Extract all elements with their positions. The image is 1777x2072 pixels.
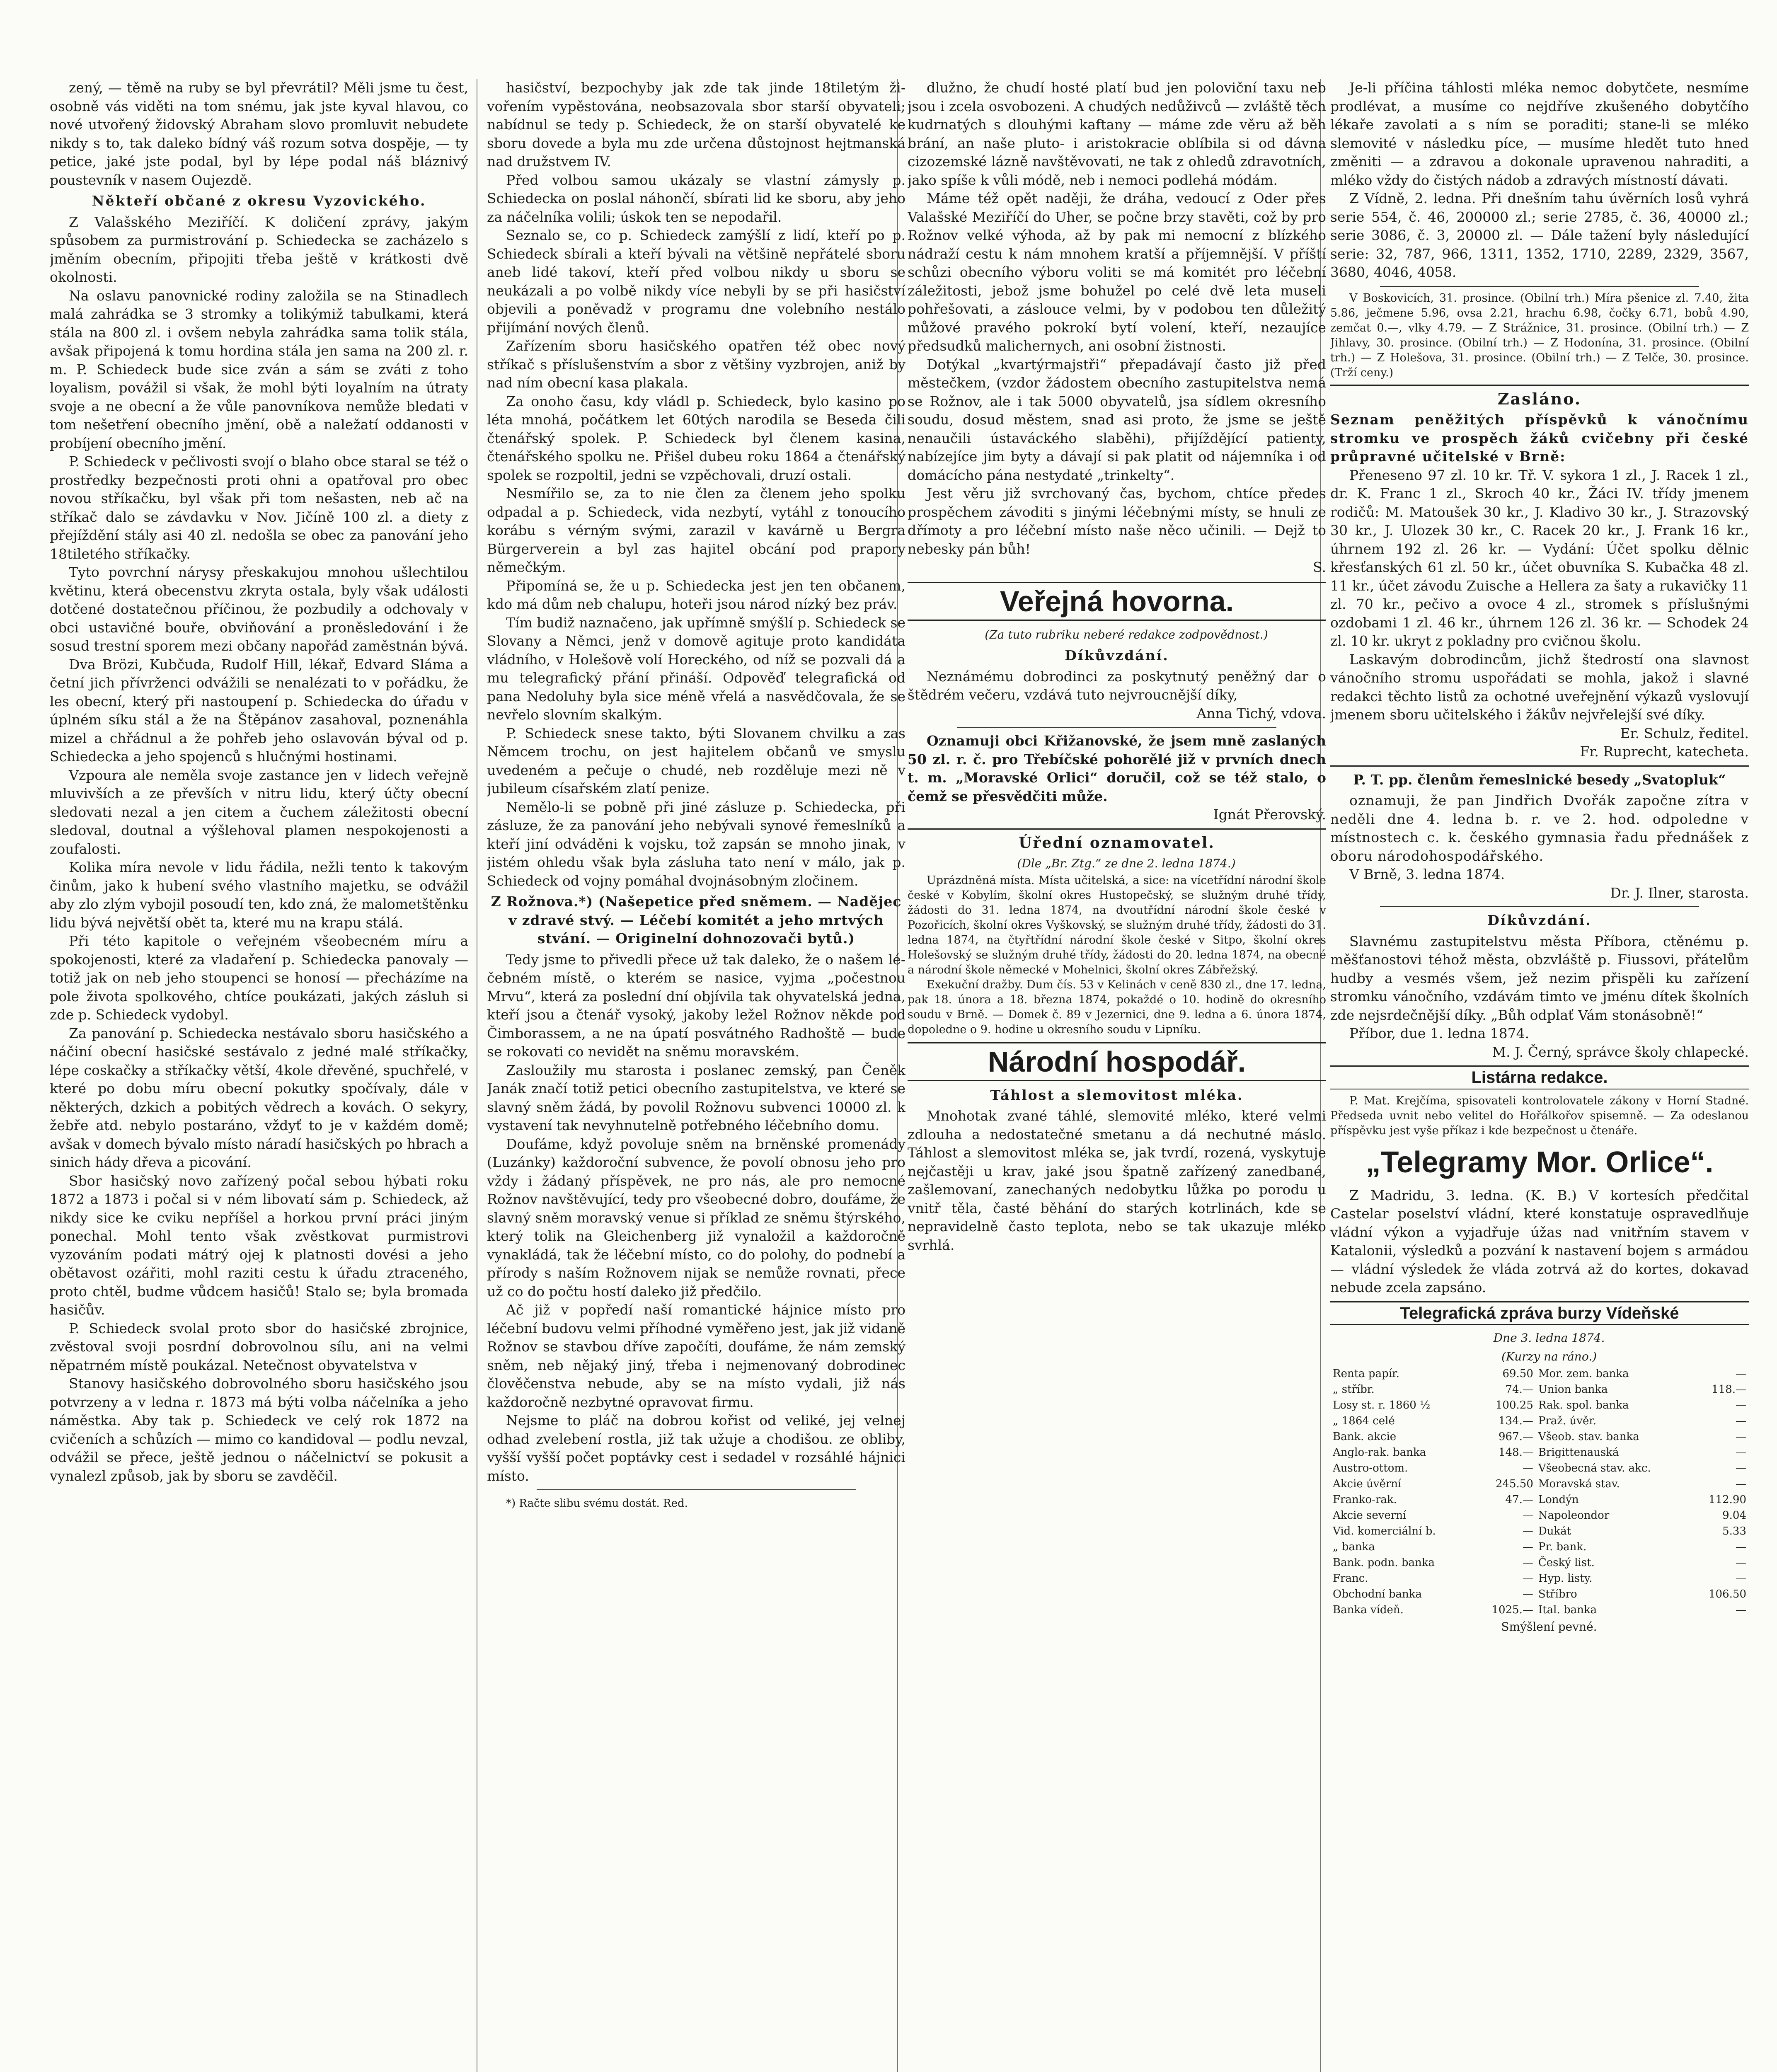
paragraph: Nemělo-li se pobně při jiné zásluze p. Schiedecka, při zásluze, že za panování jeho nebývali synové řemeslníků a kteří jiní odváděni k vojsku, tož zapsán se mnoho jinak, v jistém ohledu však byla zásluha tato není v málo, jak p. Schiedeck od vojny pomáhal dvojnásobným zločinem. xyxy=(487,799,905,889)
paragraph: Z Vídně, 2. ledna. Při dnešním tahu úvěrních losů vyhrá serie 554, č. 46, 200000 zl.; serie 2785, č. 36, 40000 zl.; serie 3086, č. 3, 20000 zl. — Dále tažení byly následující serie: 32, 787, 966, 1311, 1352, 1710, 2289, 2329, 3567, 3680, 4046, 4058. xyxy=(1330,190,1749,280)
market-item-name: Ital. banka xyxy=(1538,1604,1597,1616)
paragraph: Neznámému dobrodinci za poskytnutý peněžný dar o štědrém večeru, vzdává tuto nejvroucnější díky, xyxy=(908,668,1326,703)
paragraph: Zařízením sboru hasičského opatřen též obec nový stříkač s příslušenstvím a sbor z většiny vyzbrojen, aniž by nad ním obecní kasa plakala. xyxy=(487,338,905,391)
column-2 xyxy=(487,79,905,2072)
column-1 xyxy=(50,79,468,2072)
market-item-name: Český list. xyxy=(1538,1556,1595,1569)
market-item-name: Londýn xyxy=(1538,1493,1579,1506)
market-item-name: Losy st. r. 1860 ½ xyxy=(1333,1399,1431,1411)
signature: S. xyxy=(1313,559,1326,575)
table-row xyxy=(1330,1555,1749,1571)
table-row xyxy=(1330,1571,1749,1586)
market-item-value: 134.— xyxy=(1498,1415,1533,1427)
table-row xyxy=(1330,1523,1749,1539)
market-table xyxy=(1330,1366,1749,1618)
market-item-name: Bank. akcie xyxy=(1333,1431,1397,1443)
paragraph: Tyto povrchní nárysy přeskakujou mnohou ušlechtilou květinu, která obecenstvu zkryta ostala, byly však události dotčené dostatečnou příčinou, že pozbudily a odchovaly v obci ustavičné bouře, obviňování a proněsledování i že sosud trestní sporem mezi občany napořád zaměstnán bývá. xyxy=(50,564,468,654)
divider xyxy=(1330,765,1749,767)
paragraph: Je-li příčina táhlosti mléka nemoc dobytčete, nesmíme prodlévat, a musíme co nejdříve zkušeného dobytčího lékaře zavolati a s ním se poraditi; stane-li se mléko slemovité v následku píce, — musíme hledět tuto hned změniti — a zdravou a dokonale upravenou nahraditi, a mléko vždy do čistých nádob a zdravých místností dávati. xyxy=(1330,80,1749,188)
section-title-telegramy: „Telegramy Mor. Orlice“. xyxy=(1365,1145,1714,1179)
divider xyxy=(957,727,1276,728)
market-item-name: Brigittenauská xyxy=(1538,1446,1619,1459)
section-heading: Zasláno. xyxy=(1497,389,1582,408)
market-item-value: 47.— xyxy=(1505,1493,1533,1506)
divider xyxy=(537,1489,856,1490)
paragraph: Exekuční dražby. Dum čís. 53 v Kelinách v ceně 830 zl., dne 17. ledna, pak 18. února a 18. března 1874, pokaždé o 10. hodině do okresního soudu v Brně. — Domek č. 89 v Jezernici, dne 9. ledna a 6. února 1874, dopoledne o 9. hodine u okresního soudu v Lipníku. xyxy=(908,978,1326,1036)
divider xyxy=(908,828,1326,830)
market-item-name: Austro-ottom. xyxy=(1333,1462,1408,1474)
paragraph: Nesmířilo se, za to nie člen za členem jeho spolku odpadal a p. Schiedeck, vida nezbytí, vytáhl z tonoucího korábu s vérným svými, zarazil v kavárně u Bergra Bürgerverein a byl zas hajitel obcání pod prapory němečkým. xyxy=(487,485,905,575)
market-item-name: Stříbro xyxy=(1538,1588,1577,1600)
market-item-value: 9.04 xyxy=(1722,1509,1746,1522)
market-item-name: Obchodní banka xyxy=(1333,1588,1422,1600)
column-3 xyxy=(908,79,1326,2072)
paragraph: Nejsme to pláč na dobrou kořist od veliké, jej velnej odhad zvelebení rostla, již tak užuje a chodišou. ze obliby, vyšší vyšší počet poptávky cest i sedadel v rozsáhlé hájnici místo. xyxy=(487,1412,905,1484)
table-row xyxy=(1330,1476,1749,1492)
market-report-heading: Telegrafická zpráva burzy Vídeňské xyxy=(1330,1301,1749,1325)
market-item-name: „ banka xyxy=(1333,1541,1375,1553)
table-row xyxy=(1330,1397,1749,1413)
market-item-name: Akcie severní xyxy=(1333,1509,1407,1522)
section-title-narodni-hospodar: Národní hospodář. xyxy=(908,1042,1326,1081)
paragraph: Doufáme, když povoluje sněm na brněnské promenády (Luzánky) každoroční subvence, že povolí obnosu jeho pro vždy i žádaný příspěvek, ne pro nás, ale pro nemocné Rožnov navštěvující, tedy pro všeobecné dobro, doufáme, že slavný sněm moravský venue si příklad ze sněmu štýrského, který tolik na Gleichenberg již vynaložil a každoročně vynakládá, tak že léčební místo, co do polohy, do podnebí a přírody s naším Rožnovem nijak se nemůže rovnati, přece už co do počtu hostí daleko již předčilo. xyxy=(487,1135,905,1300)
paragraph: zený, — těmě na ruby se byl převrátil? Měli jsme tu čest, osobně vás viděti na tom snému, jak jste kyval hlavou, co nové utvořený židovský Abraham slovo promluvit nebudete nikdy s to, tak daleko bídný váš rozum sotva dospěje, — ty petice, jaké jste podal, byl by lépe podal náš bláznivý poustevník v nasem Oujezdě. xyxy=(50,80,468,188)
market-item-name: Praž. úvěr. xyxy=(1538,1415,1597,1427)
market-item-name: Banka vídeň. xyxy=(1333,1604,1404,1616)
market-item-value: 148.— xyxy=(1498,1446,1533,1459)
market-item-value: — xyxy=(1522,1556,1533,1569)
paragraph: V Boskovicích, 31. prosince. (Obilní trh.) Míra pšenice zl. 7.40, žita 5.86, ječmene 5.96, ovsa 2.21, hrachu 6.98, čočky 6.71, bobů 4.90, zemčat 0.—, vlky 4.79. — Z Strážnice, 31. prosince. (Obilní trh.) — Z Jihlavy, 30. prosince. (Obilní trh.) — Z Hodonína, 31. prosince. (Obilní trh.) — Z Holešova, 31. prosince. (Obilní trh.) — Z Telče, 30. prosince. (Trží ceny.) xyxy=(1330,291,1749,379)
market-item-value: 118.— xyxy=(1712,1383,1746,1396)
market-item-value: — xyxy=(1736,1431,1746,1443)
market-item-value: — xyxy=(1522,1509,1533,1522)
market-sentiment: Smýšlení pevné. xyxy=(1501,1620,1597,1634)
paragraph: P. Schiedeck snese takto, býti Slovanem chvilku a zas Němcem trochu, on jest hajitelem občanů ve smyslu uvedeném a pečuje o chudé, neb rozděluje mezi ně v jubileum císařském zlatí penize. xyxy=(487,725,905,796)
market-date: Dne 3. ledna 1874. xyxy=(1493,1331,1605,1345)
market-item-name: Mor. zem. banka xyxy=(1538,1368,1629,1380)
market-item-name: Franko-rak. xyxy=(1333,1493,1397,1506)
market-item-name: „ 1864 celé xyxy=(1333,1415,1395,1427)
market-item-value: 1025.— xyxy=(1491,1604,1533,1616)
market-note: (Kurzy na ráno.) xyxy=(1501,1349,1597,1363)
column-4 xyxy=(1330,79,1749,2072)
footnote: *) Račte slibu svému dostát. Red. xyxy=(506,1497,688,1510)
table-row xyxy=(1330,1508,1749,1523)
dateline: Příbor, due 1. ledna 1874. xyxy=(1349,1025,1530,1041)
table-row xyxy=(1330,1460,1749,1476)
table-row xyxy=(1330,1602,1749,1618)
market-item-value: — xyxy=(1522,1525,1533,1537)
paragraph: Tedy jsme to přivedli přece už tak daleko, že o našem léčebném místě, o kterém se nasice, vyjma „počestnou Mrvu“, která za poslední dní objívila tak ohyvatelská jedna, kteří jsou a čtenář vysoký, jakoby ležel Rožnov někde pod Čimborassem, a ne na úpatí posvátného Radhoště — bude se rokovati co nevidět na sněmu moravském. xyxy=(487,951,905,1060)
paragraph: Zasloužily mu starosta i poslanec zemský, pan Čeněk Janák značí totiž petici obecního zastupitelstva, ve které se slavný sněm žádá, by povolil Rožnovu subvenci 10000 zl. k vystavení tak nevyhnutelně potřebného léčebního domu. xyxy=(487,1062,905,1133)
notice-heading: Díkůvzdání. xyxy=(1065,647,1169,663)
paragraph: Seznam peněžitých příspěvků k vánočnímu stromku ve prospěch žáků cvičebny při české průpravné učitelské v Brně: xyxy=(1330,411,1749,465)
notice-heading: P. T. pp. členům řemeslnické besedy „Svatopluk“ xyxy=(1353,771,1726,788)
market-item-name: Všeob. stav. banka xyxy=(1538,1431,1639,1443)
market-item-name: Rak. spol. banka xyxy=(1538,1399,1629,1411)
article-heading: Táhlost a slemovitost mléka. xyxy=(990,1087,1244,1103)
market-item-value: — xyxy=(1736,1478,1746,1490)
market-item-name: Union banka xyxy=(1538,1383,1608,1396)
paragraph: Uprázdněná místa. Místa učitelská, a sice: na vícetřídní národní škole české v Kobylím, školní okres Hustopečský, se služným druhé třídy, žádosti do 31. ledna 1874, na dvoutřídní národní škole české v Pozořicích, školní okres Vyškovský, se služným druhé třídy, žádosti do 31. ledna 1874, na čtyřtřídní národní škole české v Sitpo, školní okres Holešovský se služným druhé třídy, žádosti do 20. ledna 1874, na obecné a národní škole německé v Mohelnici, školní okres Zábřežský. xyxy=(908,874,1326,976)
dateline: V Brně, 3. ledna 1874. xyxy=(1349,866,1505,882)
section-title-verejna-hovorna: Veřejná hovorna. xyxy=(908,582,1326,621)
notice-heading: Díkůvzdání. xyxy=(1487,912,1592,928)
paragraph: oznamuji, že pan Jindřich Dvořák započne zítra v neděli dne 4. ledna b. r. ve 2. hod. odpoledne v místnostech c. k. českého gymnasia řadu přednášek z oboru národohospodářského. xyxy=(1330,792,1749,864)
table-row xyxy=(1330,1429,1749,1445)
paragraph: Stanovy hasičského dobrovolného sboru hasičského jsou potvrzeny a v ledna r. 1873 má býti volba náčelníka a jeho náměstka. Aby tak p. Schiedeck ve celý rok 1872 na cvičeních a schůzích — mimo co kandidoval — podlu nevzal, odvážil se přece, ještě jednou o náčelnictví se pokusit a vynalezl způsob, jak by sboru se zavděčil. xyxy=(50,1375,468,1484)
market-item-value: — xyxy=(1522,1572,1533,1585)
table-row xyxy=(1330,1492,1749,1508)
paragraph: Slavnému zastupitelstvu města Příbora, ctěnému p. měšťanostovi téhož města, obzvláště p. Fiussovi, přátelům hudby a vesmés všem, jež nezim přispěli ku zařízení stromku vánočního, vzdávám timto ve jménu dítek školních zde nejsrdečnější díky. „Bůh odplať Vám stonásobně!“ xyxy=(1330,933,1749,1023)
paragraph: Z Valašského Meziříčí. K doličení zprávy, jakým spůsobem za purmistrování p. Schiedecka se zacházelo s jměním obecním, připojiti třeba ještě v krátkosti dvě okolnosti. xyxy=(50,213,468,285)
paragraph: Dva Brözi, Kubčuda, Rudolf Hill, lékař, Edvard Sláma a četní jich přívrženci odvážili se nenalézati to v pořádku, že les obecní, který při nastoupení p. Schiedecka do úřadu v úplném síku stál a že na Štěpánov zasahoval, poznenáhla mizel a chřádnul a že pohřeb jeho oslavován býval od p. Schiedecka a jeho spojenců s hlučnými hostinami. xyxy=(50,656,468,765)
table-row xyxy=(1330,1382,1749,1397)
market-item-value: 112.90 xyxy=(1709,1493,1746,1506)
market-item-value: 967.— xyxy=(1498,1431,1533,1443)
paragraph: Mnohotak zvané táhlé, slemovité mléko, které velmi zdlouha a nedostatečné smetanu a dá nechutné máslo. Táhlost a slemovitost mléka se, jak tvrdí, rozená, vyskytuje nejčastěji u krav, jaké jsou špatně zařízený zanedbané, zašlemovaní, zanechaných nedobytku lůžka po porodu u vnitř těla, časté běhání do starých kotrlinách, kde se nepravidelně často teplota, nebo se tak ukazuje mléko svrhlá. xyxy=(908,1108,1326,1253)
market-item-value: 106.50 xyxy=(1709,1588,1746,1600)
table-row xyxy=(1330,1445,1749,1460)
market-item-value: — xyxy=(1736,1415,1746,1427)
divider xyxy=(1380,286,1699,287)
market-item-value: 100.25 xyxy=(1495,1399,1533,1411)
market-item-value: — xyxy=(1736,1446,1746,1459)
paragraph: Za panování p. Schiedecka nestávalo sboru hasičského a náčiní obecní hasičské sestávalo z jedné malé stříkačky, lépe coskačky a stříkačky větší, 4kole dřevěné, spuchřelé, v které po dobu míru obecní pokutky spočívaly, dále v některých, dzkich a pobitých vědrech a kovách. O sekyry, žebře atd. nebylo postaráno, vždyť to je v každém domě; avšak v domech bývalo místo náradí hasičských po hbrach a sinich hády dřeva a picování. xyxy=(50,1025,468,1170)
market-item-name: Pr. bank. xyxy=(1538,1541,1587,1553)
signature: Fr. Ruprecht, katecheta. xyxy=(1580,743,1749,760)
market-item-value: — xyxy=(1736,1556,1746,1569)
market-item-name: Akcie úvěrní xyxy=(1333,1478,1402,1490)
market-item-value: 5.33 xyxy=(1722,1525,1746,1537)
section-heading: Úřední oznamovatel. xyxy=(1019,834,1215,852)
market-item-name: Moravská stav. xyxy=(1538,1478,1620,1490)
signature: Dr. J. Ilner, starosta. xyxy=(1610,884,1749,901)
paragraph: Máme též opět naději, že dráha, vedoucí z Oder přes Valašské Meziříčí do Uher, se počne brzy stavěti, což by pro Rožnov velké výhoda, až by pak mi nemocní z blízkého nádraží cestu k nám mnohem kratší a příjemnější. V příští schůzi obecního výboru voliti se má komitét pro léčební záležitosti, jebož jsme bohužel po celé dvě leta museli pohřešovati, a záslouce velmi, by v podobou ten důležitý můžové pravého pokrokí bytí volení, kteří, nezaujíce předsudků malichernych, ani osobní žistnosti. xyxy=(908,190,1326,354)
section-note: (Za tuto rubriku neberé redakce zodpovědnost.) xyxy=(985,627,1268,641)
market-item-value: — xyxy=(1736,1572,1746,1585)
paragraph: Ač již v popředí naší romantické hájnice místo pro léčební budovu velmi příhodné vyměřeno jest, jak již vidaně Rožnov se stavbou dříve započíti, doufáme, že nám zemský sněm, neb nějaký jiný, třeba i nejmenovaný dobrodinec člověčenstva nebude, aby se na místo vydali, již nás každoročně nezbytné opravovat firmu. xyxy=(487,1302,905,1410)
market-item-value: — xyxy=(1736,1368,1746,1380)
paragraph: Sbor hasičský novo zařízený počal sebou hýbati roku 1872 a 1873 i počal si v ném libovatí sám p. Schiedeck, až nikdy sice ke cviku nepříšel a horkou první práci jiným ponechal. Mohl tento však zvěstkovat purmistrovi vyzováním podati mátrý ojej k platnosti dovési a jeho obětavost ozářiti, mohl raziti cestu k úřadu ztraceného, proto chtěl, budme vůdcem hasičů! Stalo se; byla bromada hasičův. xyxy=(50,1172,468,1318)
paragraph: Dotýkal „kvartýrmajstři“ přepadávají často již před městečkem, (vzdor žádostem obecního zastupitelstva nemá se Rožnov, ale i tak 5000 obyvatelů, jsa sídlem okresního soudu, dosud městem, snad asi proto, že jsme se ještě nenaučili ústaváckého slaběhi), přijíždějící patienty, nabízejíce jim byty a dávají si pak platit od nájemníka i od domácícho pána nestydaté „trinkelty“. xyxy=(908,356,1326,483)
market-item-value: — xyxy=(1736,1604,1746,1616)
paragraph: hasičství, bezpochyby jak zde tak jinde 18tiletým živořením vypěstována, neobsazovala sbor starší obyvateli; nabídnul se tedy p. Schiedeck, že on starší obyvatelé ke sboru dovede a byla mu zde určena důstojnost hejtmanská nad družstvem IV. xyxy=(487,80,905,169)
table-row xyxy=(1330,1366,1749,1382)
divider xyxy=(1380,906,1699,907)
paragraph: Vzpoura ale neměla svoje zastance jen v lidech veřejně mluvivších a ze převších v nitru lidu, který účty obecní sledovati nezal a jen citem a čuchem záležitosti obecní sledoval, doutnal a výšlehoval plamen nespokojenosti a zoufalosti. xyxy=(50,767,468,857)
market-item-name: Hyp. listy. xyxy=(1538,1572,1593,1585)
section-heading: Z Rožnova.*) (Našepetice před sněmem. — Nadějec v zdravé stvý. — Léčebí komitét a jeho mrtvých stvání. — Originelní dohnozovači bytů.) xyxy=(491,893,902,946)
market-item-name: Bank. podn. banka xyxy=(1333,1556,1435,1569)
paragraph: Na oslavu panovnické rodiny založila se na Stinadlech malá zahrádka se 3 stromky a tolikýmiž tabulkami, která stála na 800 zl. i ovšem nebyla zahrádka sama tolik stála, avšak připojená k tomu hordina stála jen sama na 200 zl. r. m. P. Schiedeck bude sice zván a sám se zváti z toho loyalism, povážil si však, že mohl býti loyalním na útraty svoje a ne obecní a že vůle panovníkova nemůže bledati v tom nešetření obecního jmění, obě a naležatí oddanosti v probíjení obecního jmění. xyxy=(50,287,468,451)
section-heading: Někteří občané z okresu Vyzovického. xyxy=(92,193,426,209)
signature: M. J. Černý, správce školy chlapecké. xyxy=(1492,1043,1749,1060)
market-item-name: Všeobecná stav. akc. xyxy=(1538,1462,1651,1474)
market-item-name: Vid. komerciální b. xyxy=(1333,1525,1436,1537)
paragraph: Při této kapitole o veřejném všeobecném míru a spokojenosti, které za vladaření p. Schiedecka panovaly — totiž jak on neb jeho stoupenci se honosí — přecházíme na pole života spolkového, chtíce poukázati, jakých zásluh si zde p. Schiedeck vydobyl. xyxy=(50,933,468,1023)
market-item-value: — xyxy=(1522,1462,1533,1474)
paragraph: P. Schiedeck v pečlivosti svojí o blaho obce staral se též o prostředky bezpečnosti proti ohni a opatřoval pro obec novou stříkačku, byl však při tom nešasten, neb ač na stříkač dalo se závdavku v Nov. Jičíně 100 zl. a diety z přejíždění stály asi 40 zl. nedošla se obec za panování jeho 18tiletého stříkačky. xyxy=(50,453,468,562)
paragraph: Seznalo se, co p. Schiedeck zamýšlí z lidí, kteří po p. Schiedeck sbírali a kteří bývali na většině nepřátelé sboru aneb lidé takoví, kteří před volbou nikdy u sboru se neukázali a po volbě nikdy více nebyli by se při hasičství objevili a poněvadž v programu dne volebního nestálo přijímání nových členů. xyxy=(487,227,905,336)
paragraph: Tím budiž naznačeno, jak upřímně smýšlí p. Schiedeck se Slovany a Němci, jenž v domově agituje proto kandidáta vládního, v Holešově volí Horeckého, od níž se pozvali dá a mu telegrafický přání přináší. Odpověď telegrafická od pana Nedoluhy byla sice méně vřelá a nasvědčovala, že se nevřelo slovním skalkým. xyxy=(487,614,905,723)
signature: Anna Tichý, vdova. xyxy=(1196,705,1326,721)
table-row xyxy=(1330,1539,1749,1555)
divider xyxy=(1330,385,1749,386)
table-row xyxy=(1330,1413,1749,1429)
paragraph: Před volbou samou ukázaly se vlastní zámysly p. Schiedecka on poslal náhončí, sbírati lid ke sboru, aby jeho za náčelníka volili; úskok ten se nepodařil. xyxy=(487,172,905,225)
market-item-value: — xyxy=(1522,1588,1533,1600)
market-item-name: „ stříbr. xyxy=(1333,1383,1375,1396)
table-row xyxy=(1330,1586,1749,1602)
market-item-name: Franc. xyxy=(1333,1572,1368,1585)
paragraph: Jest věru již svrchovaný čas, bychom, chtíce předes prospěchem závoditi s jinými léčebnými místy, se hnuli ze dřímoty a pro léčební místo naše něco učinili. — Dejž to nebesky pán bůh! xyxy=(908,485,1326,557)
signature: Er. Schulz, ředitel. xyxy=(1620,725,1749,741)
market-item-value: 74.— xyxy=(1505,1383,1533,1396)
market-item-value: 69.50 xyxy=(1502,1368,1533,1380)
paragraph: Připomíná se, že u p. Schiedecka jest jen ten občanem, kdo má dům neb chalupu, hoteři jsou národ nízký bez práv. xyxy=(487,577,905,612)
market-item-name: Renta papír. xyxy=(1333,1368,1399,1380)
paragraph: Přeneseno 97 zl. 10 kr. Tř. V. sykora 1 zl., J. Racek 1 zl., dr. K. Franc 1 zl., Skroch 40 kr., Žáci IV. třídy jmenem rodičů: M. Matoušek 30 kr., J. Kladivo 30 kr., J. Strazovský 30 kr., J. Ulozek 30 kr., C. Racek 20 kr., J. Frank 16 kr., úhrnem 192 zl. 26 kr. — Vydání: Účet spolku dělnic křesťanských 61 zl. 50 kr., účet obuvníka S. Kubačka 48 zl. 11 kr., účet závodu Zuische a Hellera za šaty a rukavičky 11 zl. 70 kr., pečivo a ovoce 4 zl., stromek s příslušnými ozdobami 1 zl. 46 kr., úhrnem 126 zl. 36 kr. — Schodek 24 zl. 10 kr. ukryt z pokladny pro cvičnou školu. xyxy=(1330,467,1749,649)
paragraph: dlužno, že chudí hosté platí bud jen poloviční taxu neb jsou i zcela osvobozeni. A chudých nedůživců — zvláště těch kudrnatých s dlouhými kaftany — máme zde věru až běh brání, an naše pluto- i aristokracie oblíbila si od dávna cizozemské lázně navštěvovati, ne tak z ohledů zdravotních, jako spíše k vůli módě, neb i nemoci podlehá módám. xyxy=(908,80,1326,188)
market-item-name: Napoleondor xyxy=(1538,1509,1610,1522)
signature: Ignát Přerovský. xyxy=(1213,806,1326,823)
market-item-value: — xyxy=(1736,1462,1746,1474)
market-item-value: — xyxy=(1522,1541,1533,1553)
paragraph: Za onoho času, kdy vládl p. Schiedeck, bylo kasino po léta mnohá, počátkem let 60tých narodila se Beseda čili čtenářský spolek. P. Schiedeck byl členem kasina, čtenářského spolku ne. Přišel dubeu roku 1864 a čtenářský spolek se rozpoltil, jedni se vzpěchovali, druzí ostali. xyxy=(487,393,905,483)
market-item-value: — xyxy=(1736,1399,1746,1411)
paragraph: Kolika míra nevole v lidu řádila, nežli tento k takovým činům, jako k hubení svého vlastního majetku, se odvážil aby zlo zlým vybojil posoudí ten, kdo zná, že malometštěnku lidu bývá největší obět ta, které mu na krapu stálá. xyxy=(50,859,468,931)
paragraph: Z Madridu, 3. ledna. (K. B.) V kortesích předčital Castelar poselství vládní, které konstatuje ospravedlňuje vládní výkon a vyjadřuje úžas nad vnitřním stavem v Katalonii, výsledků a pozvání k nastavení bojem s armádou — vládní výsledek že vláda zotrvá až do kortes, dokavad nebude zcela zapsáno. xyxy=(1330,1187,1749,1295)
section-title-listarna: Listárna redakce. xyxy=(1330,1065,1749,1089)
market-item-name: Anglo-rak. banka xyxy=(1333,1446,1426,1459)
market-item-value: 245.50 xyxy=(1495,1478,1533,1490)
section-note: (Dle „Br. Ztg.“ ze dne 2. ledna 1874.) xyxy=(1017,857,1236,870)
paragraph: P. Mat. Krejčíma, spisovateli kontrolovatele zákony v Horní Stadné. Předseda uvnit nebo velitel do Hořálkořov spisemně. — Za odeslanou příspěvku jest vyše příkaz i kde bezpečnost u čtenáře. xyxy=(1330,1094,1749,1137)
paragraph: Laskavým dobrodincům, jichž štedrostí ona slavnost vánočního stromu uspořádati se mohla, jakož i slavné redakci těchto listů za ochotné uveřejnění výkazů vyslovují jmenem sboru učitelského i žákův nejvřelejší své díky. xyxy=(1330,651,1749,723)
market-item-name: Dukát xyxy=(1538,1525,1571,1537)
market-item-value: — xyxy=(1736,1541,1746,1553)
paragraph: Oznamuji obci Křižanovské, že jsem mně zaslaných 50 zl. r. č. pro Třebíčské pohorělé již v prvních dnech t. m. „Moravské Orlici“ doručil, což se též stalo, o čemž se přesvědčiti může. xyxy=(908,733,1326,804)
paragraph: P. Schiedeck svolal proto sbor do hasičské zbrojnice, zvěstoval svoji posrdní dobrovolnou sílu, ani na velmi něpatrném místě poukázal. Netečnost obyvatelstva v xyxy=(50,1320,468,1373)
